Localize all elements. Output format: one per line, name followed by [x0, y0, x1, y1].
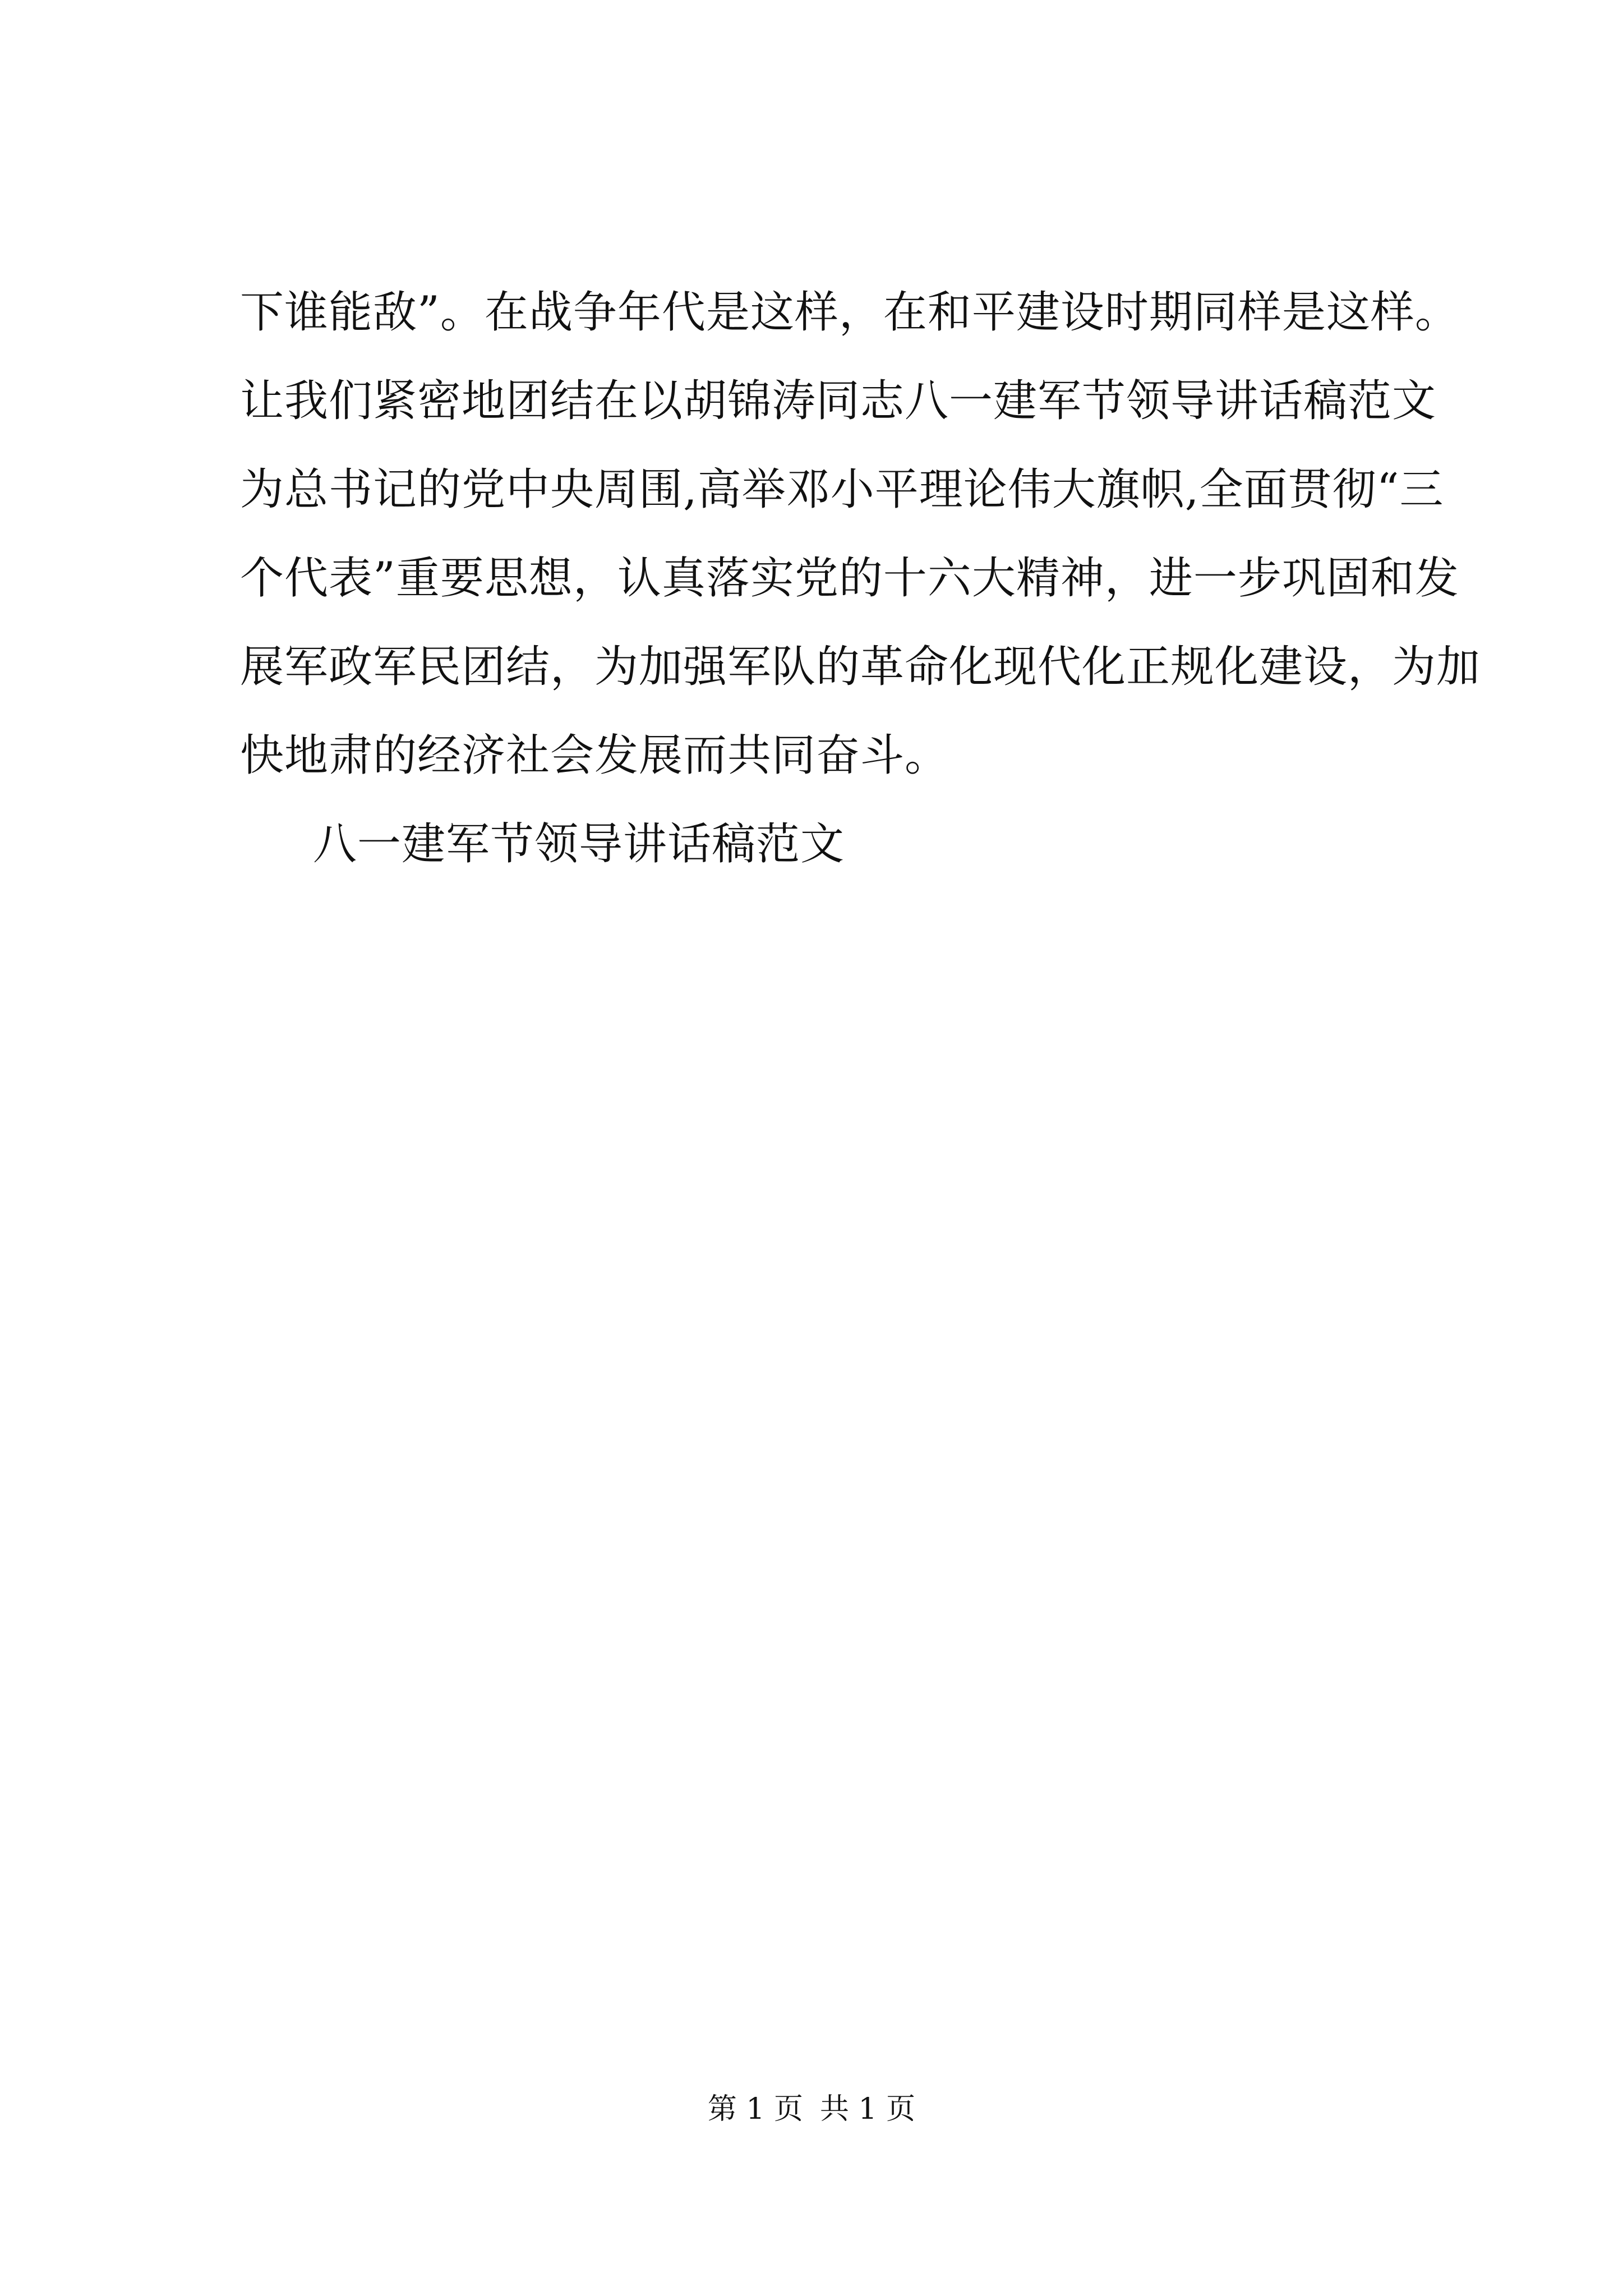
body-paragraph	[240, 268, 1481, 800]
page-number-total: 共 1 页	[820, 2092, 916, 2126]
page-footer	[0, 2087, 1623, 2132]
page-number-current: 第 1 页	[707, 2092, 803, 2126]
paragraph-line: 下谁能敌”。在战争年代是这样，在和平建设时期同样是这样。	[240, 287, 1459, 338]
paragraph-line: 快地肃的经济社会发展而共同奋斗。	[240, 730, 949, 781]
paragraph-line: 展军政军民团结，为加强军队的革命化现代化正规化建设，为加	[240, 642, 1481, 692]
paragraph-line: 个代表”重要思想，认真落实党的十六大精神，进一步巩固和发	[240, 553, 1459, 604]
closing-title: 八一建军节领导讲话稿范文	[313, 819, 845, 869]
paragraph-line: 让我们紧密地团结在以胡锦涛同志八一建军节领导讲话稿范文	[240, 376, 1437, 426]
paragraph-line: 为总书记的党中央周围,高举邓小平理论伟大旗帜,全面贯彻“三	[240, 464, 1444, 515]
